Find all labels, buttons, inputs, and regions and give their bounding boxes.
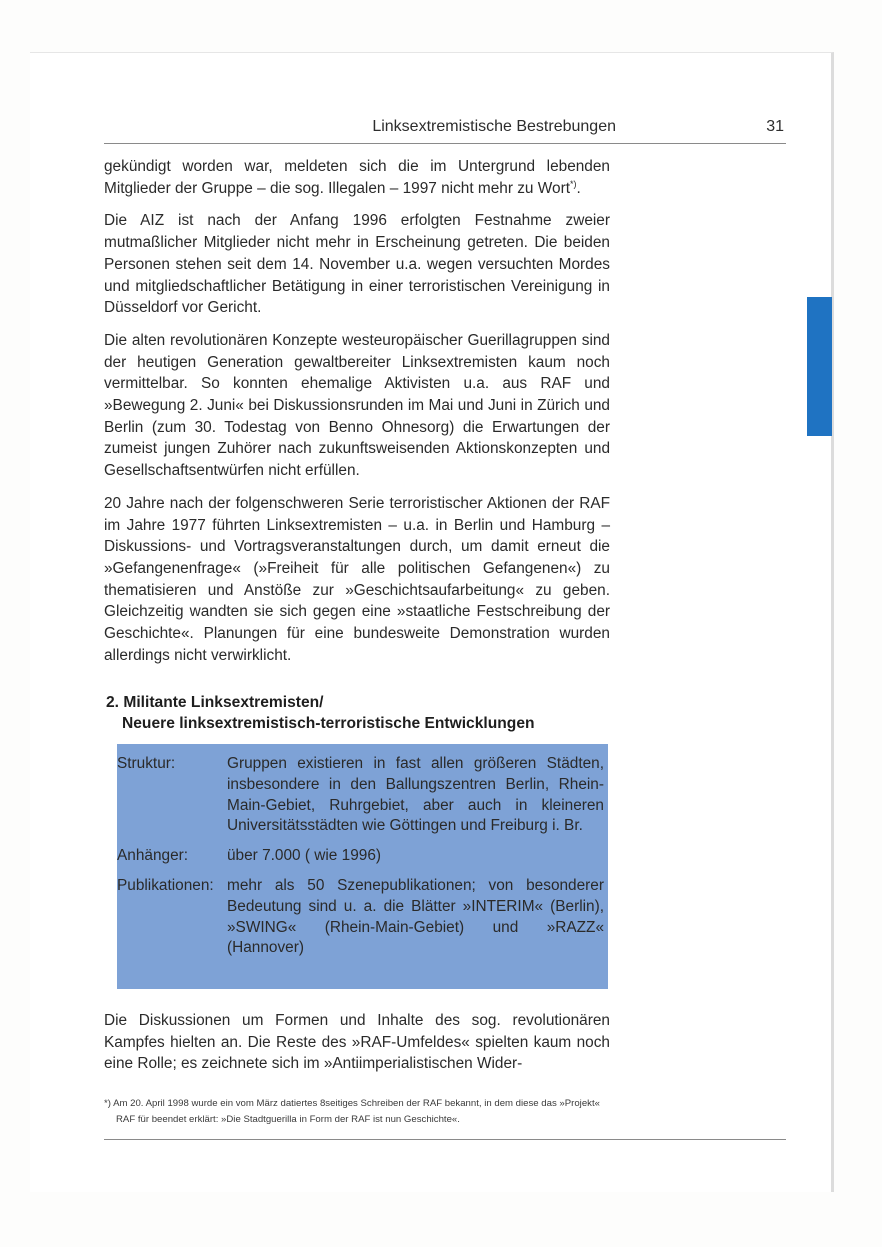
footnote-body [104,1096,610,1127]
footer-rule [104,1139,786,1140]
paragraph-4: 20 Jahre nach der folgenschweren Serie terroristischer Aktionen der RAF im Jahre 1977 führten Linksextremisten – u.a. in Berlin und Hamburg – Diskussions- und Vortragsveranstaltungen durch, um damit erneut die »Gefangenenfrage« (»Freiheit für alle politischen Gefangenen«) zu thematisieren und Anstöße zur »Geschichtsaufarbeitung« zu geben. Gleichzeitig wandten sie sich gegen eine »staatliche Festschreibung der Geschichte«. Planungen für eine bundesweite Demonstration wurden allerdings nicht verwirklicht. [104,494,610,664]
running-title: Linksextremistische Bestrebungen [372,118,616,135]
paragraph-1-text: gekündigt worden war, meldeten sich die im Untergrund lebenden Mitglieder der Gruppe – die sog. Illegalen – 1997 nicht mehr zu Wort [104,158,610,197]
info-value: über 7.000 ( wie 1996) [227,847,382,865]
info-value: mehr als 50 Szenepublikationen; von besonderer Bedeutung sind u. a. die Blätter »INTERIM« (Berlin), »SWING« (Rhein-Main-Gebiet) und »RAZZ« (Hannover) [227,876,604,957]
chapter-tab-marker [807,297,832,436]
footnote-text: Am 20. April 1998 wurde ein vom März datiertes 8seitiges Schreiben der RAF bekannt, in dem diese das »Projekt« RAF für beendet erklärt: »Die Stadtguerilla in Form der RAF ist nun Geschichte«. [113,1098,600,1125]
info-row-publications [117,876,606,959]
info-row-followers [117,846,606,867]
paragraph-2: Die AIZ ist nach der Anfang 1996 erfolgten Festnahme zweier mutmaßlicher Mitglieder nicht mehr in Erscheinung getreten. Die beiden Personen stehen seit dem 14. November u.a. wegen versuchten Mordes und mitgliedschaftlicher Betätigung in einer terroristischen Vereinigung in Düsseldorf vor Gericht. [104,212,610,317]
paragraph-1: gekündigt worden war, meldeten sich die im Untergrund lebenden Mitglieder der Gruppe – die sog. Illegalen – 1997 nicht mehr zu Wort*). [104,158,610,197]
info-box [117,744,608,989]
info-label: Anhänger: [117,847,189,865]
section-heading-line-2: Neuere linksextremistisch-terroristische Entwicklungen [122,715,535,732]
info-label: Struktur: [117,755,176,772]
info-value: Gruppen existieren in fast allen größeren Städten, insbesondere in den Ballungszentren Berlin, Rhein-Main-Gebiet, Ruhrgebiet, aber auch in kleineren Universitätsstädten wie Göttingen und Freiburg i. Br. [227,755,604,835]
paragraph-5: Die Diskussionen um Formen und Inhalte des sog. revolutionären Kampfes hielten an. Die Reste des »RAF-Umfeldes« spielten kaum noch eine Rolle; es zeichnete sich im »Antiimperialistischen Wider- [104,1012,610,1073]
section-heading [106,692,535,734]
footnote-marker: *) [104,1098,111,1109]
footnote-reference: *) [569,178,577,189]
footnote [104,1096,610,1127]
paragraph-3: Die alten revolutionären Konzepte westeuropäischer Guerillagruppen sind der heutigen Generation gewaltbereiter Linksextremisten kaum noch vermittelbar. So konnten ehemalige Aktivisten u.a. aus RAF und »Bewegung 2. Juni« bei Diskussionsrunden im Mai und Juni in Zürich und Berlin (zum 30. Todestag von Benno Ohnesorg) die Erwartungen der zumeist jungen Zuhörer nach zukunftsweisenden Aktionskonzepten und Gesellschaftsentwürfen nicht erfüllen. [104,331,610,480]
header-rule [104,143,786,144]
page-number: 31 [766,118,784,135]
section-heading-line-1: 2. Militante Linksextremisten/ [106,694,324,711]
body-text [104,156,610,666]
running-header [104,118,784,140]
info-label: Publikationen: [117,876,214,894]
info-row-structure [117,754,606,837]
